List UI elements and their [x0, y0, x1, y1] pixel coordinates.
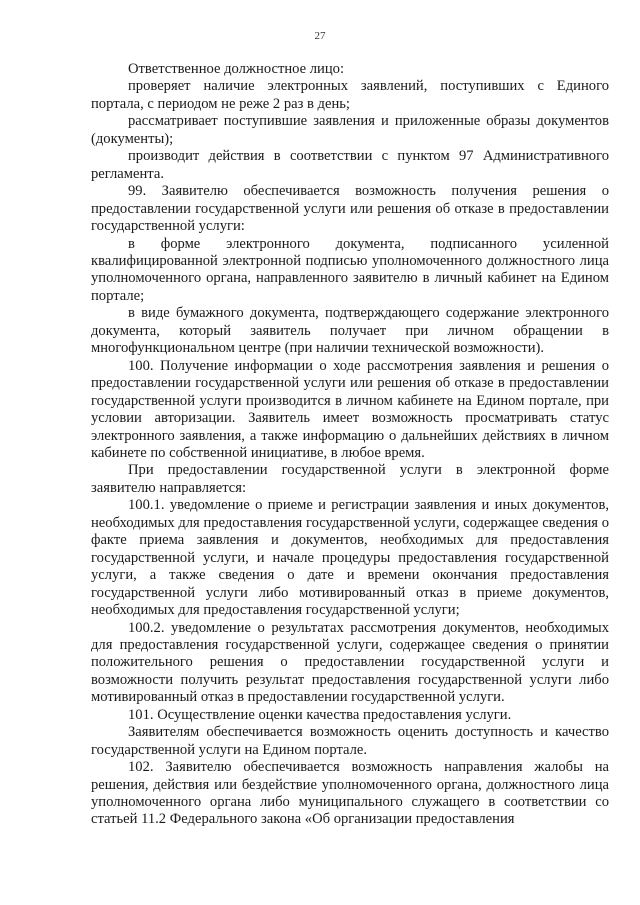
paragraph: Заявителям обеспечивается возможность оценить доступность и качество государственной услуги на Едином портале. — [91, 724, 609, 758]
paragraph: 99. Заявителю обеспечивается возможность получения решения о предоставлении государственной услуги или решения об отказе в предоставлении государственной услуги: — [91, 183, 609, 235]
paragraph: Ответственное должностное лицо: — [128, 61, 344, 77]
paragraph: 102. Заявителю обеспечивается возможность направления жалобы на решения, действия или бездействие уполномоченного органа, должностного лица уполномоченного органа либо муниципального служащего в соответствии со статьей 11.2 Федерального закона «Об организации предоставления — [91, 759, 609, 828]
paragraph: в виде бумажного документа, подтверждающего содержание электронного документа, который заявитель получает при личном обращении в многофункциональном центре (при наличии технической возможности). — [91, 305, 609, 357]
paragraph: 100.1. уведомление о приеме и регистрации заявления и иных документов, необходимых для предоставления государственной услуги, содержащее сведения о факте приема заявления и документов, необходимых для предоставления государственной услуги, и начале процедуры предоставления государственной услуги, а также сведения о дате и времени окончания предоставления государственной услуги либо мотивированный отказ в приеме документов, необходимых для предоставления государственной услуги; — [91, 497, 609, 619]
paragraph: производит действия в соответствии с пунктом 97 Административного регламента. — [91, 148, 609, 182]
paragraph: проверяет наличие электронных заявлений, поступивших с Единого портала, с периодом не реже 2 раз в день; — [91, 78, 609, 112]
paragraph: 101. Осуществление оценки качества предоставления услуги. — [128, 706, 512, 723]
paragraph: 100.2. уведомление о результатах рассмотрения документов, необходимых для предоставления государственной услуги, содержащее сведения о принятии положительного решения о предоставлении государственной услуги и возможности получить результат предоставления государственной услуги либо мотивированный отказ в предоставлении государственной услуги. — [91, 619, 609, 706]
paragraph: рассматривает поступившие заявления и приложенные образы документов (документы); — [91, 113, 609, 147]
paragraph: 100. Получение информации о ходе рассмотрения заявления и решения о предоставлении государственной услуги или решения об отказе в предоставлении государственной услуги производится в личном кабинете на Едином портале, при условии авторизации. Заявитель имеет возможность просматривать статус электронного заявления, а также информацию о дальнейших действиях в личном кабинете по собственной инициативе, в любое время. — [91, 357, 609, 461]
paragraph: При предоставлении государственной услуги в электронной форме заявителю направляется: — [91, 462, 609, 496]
paragraph: в форме электронного документа, подписанного усиленной квалифицированной электронной подписью уполномоченного должностного лица уполномоченного органа, направленного заявителю в личный кабинет на Едином портале; — [91, 235, 609, 304]
document-body — [91, 61, 609, 829]
page-number: 27 — [314, 30, 326, 42]
